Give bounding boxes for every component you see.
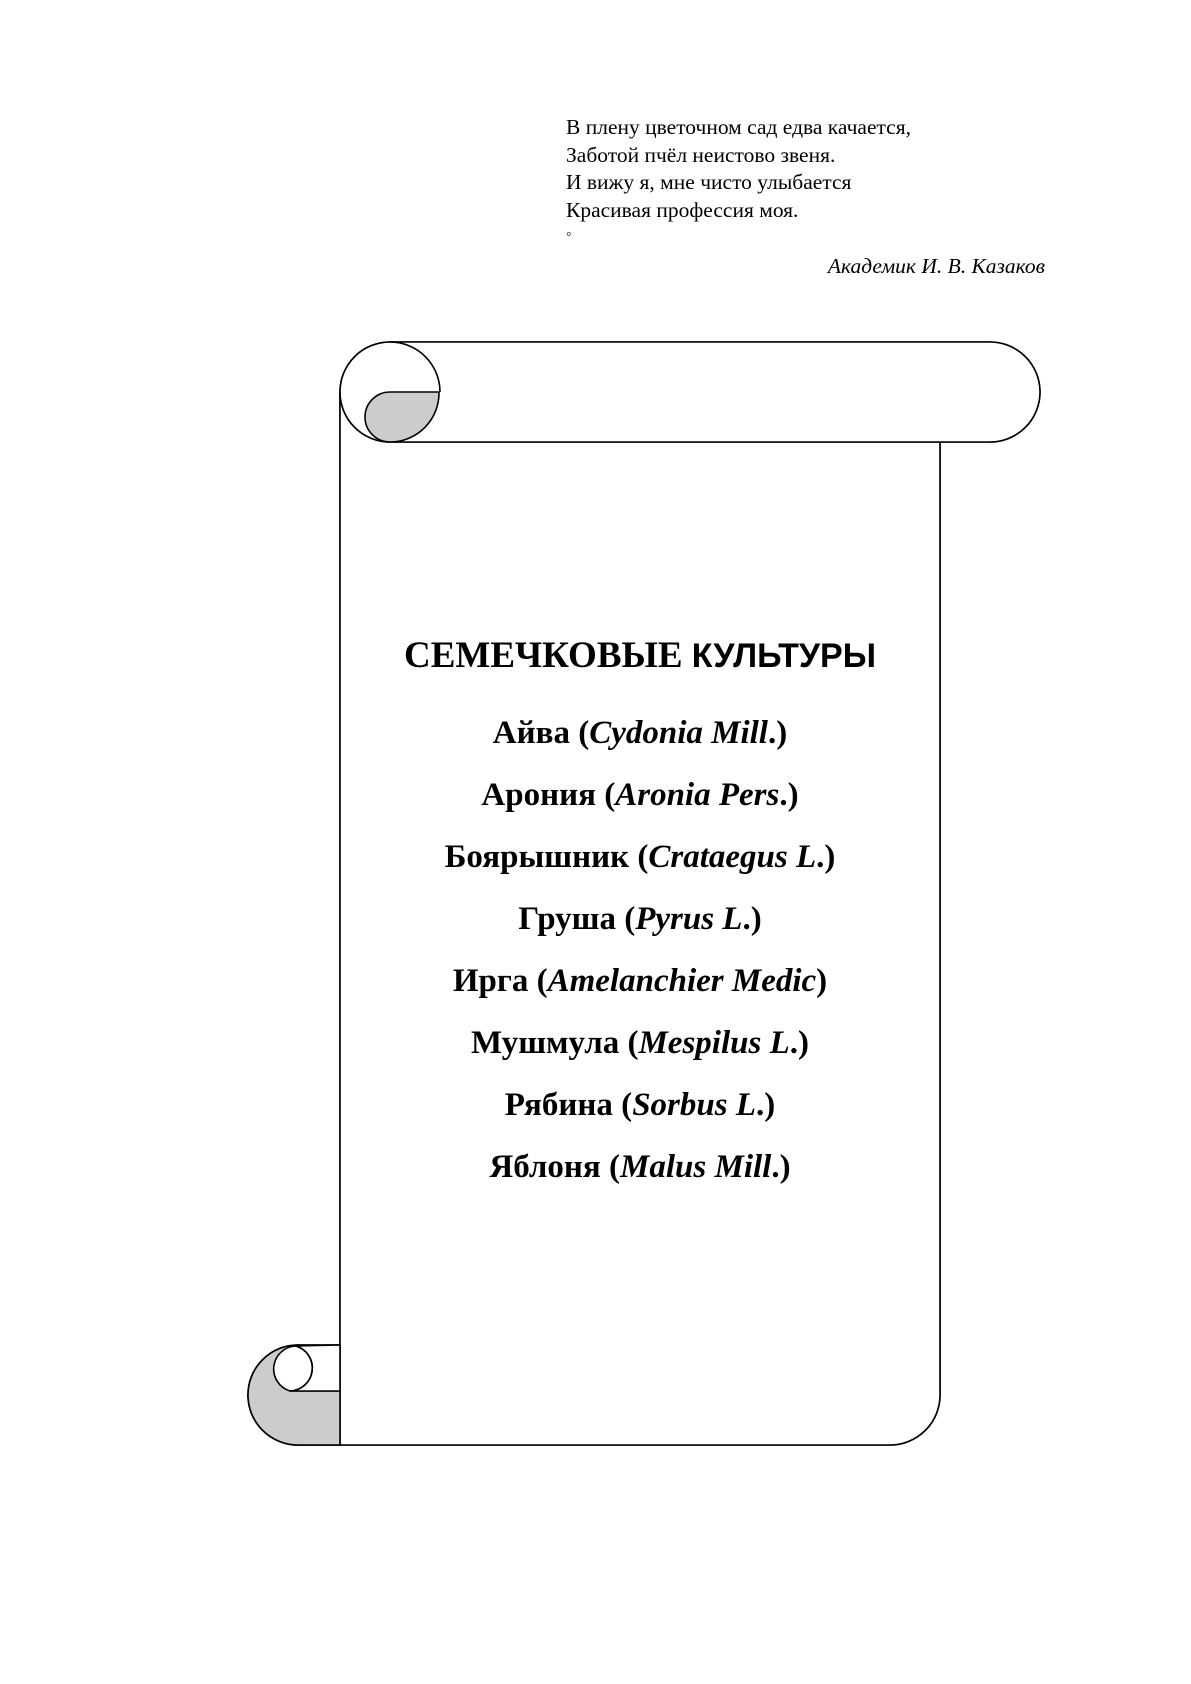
crop-name-end: ) <box>816 963 828 999</box>
crop-name-latin: Mespilus L <box>638 1025 790 1061</box>
crop-name-latin: Pyrus L <box>635 901 743 937</box>
crop-item-medlar <box>340 1012 940 1074</box>
epigraph-author: Академик И. В. Казаков <box>827 254 1045 278</box>
crop-name-latin: Crataegus L <box>648 839 817 875</box>
crop-name-ru: Яблоня ( <box>489 1149 621 1185</box>
crop-name-ru: Рябина ( <box>504 1087 633 1123</box>
scroll-content <box>340 632 940 1198</box>
poem-line: В плену цветочном сад едва качается, <box>566 115 911 139</box>
crop-name-ru: Боярышник ( <box>444 839 649 875</box>
crop-item-serviceberry <box>340 950 940 1012</box>
crop-name-end: .) <box>816 839 836 875</box>
poem-line: И вижу я, мне чисто улыбается <box>566 170 852 194</box>
crop-name-end: .) <box>742 901 762 937</box>
crop-item-aronia <box>340 764 940 826</box>
crop-name-ru: Мушмула ( <box>470 1025 639 1061</box>
crop-name-end: .) <box>767 715 788 751</box>
crop-name-end: .) <box>771 1149 791 1185</box>
poem-line: Красивая профессия моя. <box>566 197 799 222</box>
crop-name-latin: Malus Mill <box>620 1149 772 1185</box>
crop-item-pear <box>340 888 940 950</box>
crop-item-hawthorn <box>340 826 940 888</box>
crop-list <box>340 702 940 1198</box>
crop-item-apple <box>340 1136 940 1198</box>
section-title <box>340 632 940 680</box>
crop-name-end: .) <box>756 1087 776 1123</box>
scroll-top-roll-front <box>340 342 1040 442</box>
crop-name-end: .) <box>779 777 799 813</box>
poem-line: Заботой пчёл неистово звеня. <box>566 142 836 167</box>
crop-name-latin: Amelanchier Medic <box>547 963 817 999</box>
section-title-part2: КУЛЬТУРЫ <box>691 637 876 675</box>
crop-name-latin: Aronia Pers <box>615 777 780 813</box>
crop-item-rowan <box>340 1074 940 1136</box>
crop-name-latin: Sorbus L <box>632 1087 756 1123</box>
crop-name-ru: Арония ( <box>481 777 616 813</box>
crop-item-quince <box>340 702 940 764</box>
crop-name-latin: Cydonia Mill <box>589 715 768 751</box>
crop-name-ru: Ирга ( <box>452 963 548 999</box>
crop-name-ru: Айва ( <box>492 715 590 751</box>
crop-name-ru: Груша ( <box>518 901 636 937</box>
crop-name-end: .) <box>789 1025 809 1061</box>
poem-end-mark: ◦ <box>566 226 572 243</box>
section-title-part1: СЕМЕЧКОВЫЕ <box>404 635 692 676</box>
